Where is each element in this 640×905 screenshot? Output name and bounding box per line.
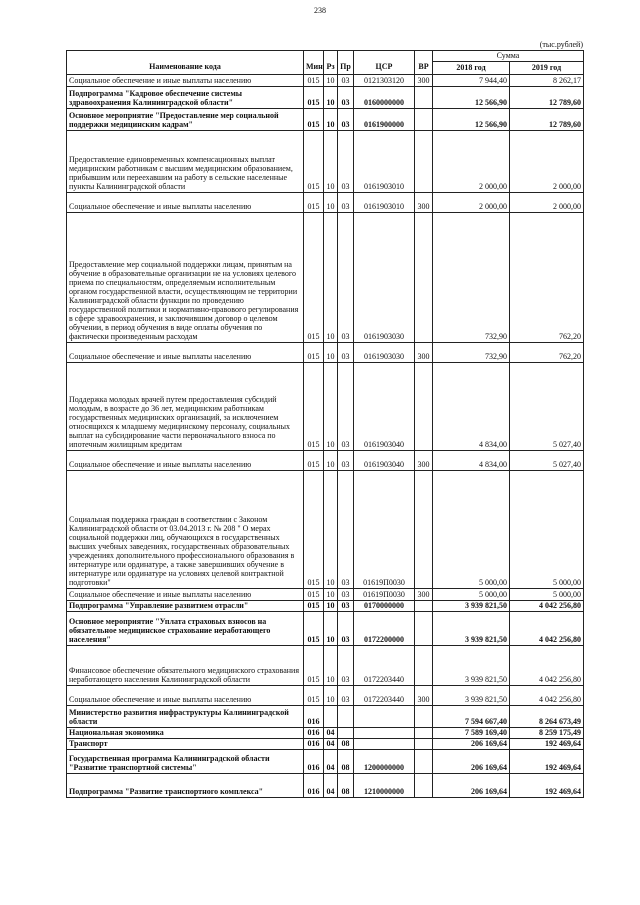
table-row	[67, 612, 584, 646]
table-row	[67, 343, 584, 363]
header-2018: 2018 год	[433, 62, 510, 75]
row-name: Социальное обеспечение и иные выплаты населению	[67, 343, 304, 363]
row-pr: 03	[338, 193, 354, 213]
row-csr: 0172203440	[354, 686, 415, 706]
row-value-2018: 4 834,00	[433, 363, 510, 451]
row-value-2019: 2 000,00	[510, 131, 584, 193]
row-min: 015	[304, 451, 324, 471]
row-csr: 0121303120	[354, 75, 415, 87]
row-value-2018: 3 939 821,50	[433, 612, 510, 646]
header-rz: Рз	[324, 62, 338, 75]
row-vr	[415, 739, 433, 750]
row-csr: 0161903030	[354, 343, 415, 363]
table-row	[67, 750, 584, 774]
row-value-2018: 12 566,90	[433, 87, 510, 109]
row-rz: 10	[324, 75, 338, 87]
row-value-2019: 4 042 256,80	[510, 646, 584, 686]
row-rz: 10	[324, 131, 338, 193]
row-rz: 10	[324, 686, 338, 706]
header-csr: ЦСР	[354, 62, 415, 75]
row-pr: 03	[338, 646, 354, 686]
row-pr: 03	[338, 343, 354, 363]
row-min: 015	[304, 193, 324, 213]
row-value-2018: 3 939 821,50	[433, 686, 510, 706]
row-rz: 10	[324, 109, 338, 131]
row-min: 016	[304, 706, 324, 728]
row-csr: 0161903010	[354, 131, 415, 193]
table-row	[67, 589, 584, 601]
row-pr: 03	[338, 213, 354, 343]
row-value-2018: 2 000,00	[433, 131, 510, 193]
table-row	[67, 728, 584, 739]
table-row	[67, 87, 584, 109]
table-row	[67, 601, 584, 612]
units-label: (тыс.рублей)	[539, 40, 583, 49]
row-min: 015	[304, 589, 324, 601]
row-name: Министерство развития инфраструктуры Калининградской области	[67, 706, 304, 728]
row-csr: 01619П0030	[354, 589, 415, 601]
row-min: 015	[304, 612, 324, 646]
row-csr: 0160000000	[354, 87, 415, 109]
row-pr: 08	[338, 774, 354, 798]
table-row	[67, 451, 584, 471]
row-value-2018: 206 169,64	[433, 750, 510, 774]
header-pr: Пр	[338, 62, 354, 75]
table-row	[67, 213, 584, 343]
row-pr: 03	[338, 451, 354, 471]
row-value-2018: 12 566,90	[433, 109, 510, 131]
row-min: 015	[304, 87, 324, 109]
row-value-2019: 5 000,00	[510, 589, 584, 601]
row-value-2018: 732,90	[433, 213, 510, 343]
row-name: Поддержка молодых врачей путем предоставления субсидий молодым, в возрасте до 36 лет, медицинским работникам государственных медицинских организаций, за исключением относящихся к младшему медицинскому персоналу, социальных выплат на субсидирование части первоначального взноса по ипотечным жилищным кредитам	[67, 363, 304, 451]
row-rz: 10	[324, 589, 338, 601]
row-rz: 10	[324, 646, 338, 686]
row-name: Предоставление единовременных компенсационных выплат медицинским работникам с высшим медицинским образованием, прибывшим или переехавшим на работу в сельские населенные пункты Калининградской области	[67, 131, 304, 193]
row-vr	[415, 774, 433, 798]
row-value-2019: 4 042 256,80	[510, 686, 584, 706]
row-vr	[415, 363, 433, 451]
table-row	[67, 131, 584, 193]
page-number: 238	[314, 6, 326, 15]
row-vr	[415, 612, 433, 646]
row-pr: 03	[338, 131, 354, 193]
row-min: 015	[304, 131, 324, 193]
row-csr: 0161900000	[354, 109, 415, 131]
row-vr	[415, 601, 433, 612]
row-value-2018: 5 000,00	[433, 589, 510, 601]
row-rz: 10	[324, 601, 338, 612]
row-value-2019: 4 042 256,80	[510, 601, 584, 612]
row-value-2018: 2 000,00	[433, 193, 510, 213]
row-name: Подпрограмма "Кадровое обеспечение системы здравоохранения Калининградской области"	[67, 87, 304, 109]
row-csr: 1200000000	[354, 750, 415, 774]
header-min: Мин	[304, 62, 324, 75]
row-name: Социальное обеспечение и иные выплаты населению	[67, 193, 304, 213]
table-row	[67, 706, 584, 728]
row-name: Основное мероприятие "Уплата страховых взносов на обязательное медицинское страхование неработающего населения"	[67, 612, 304, 646]
header-vr: ВР	[415, 62, 433, 75]
row-csr: 01619П0030	[354, 471, 415, 589]
row-rz: 10	[324, 213, 338, 343]
table-row	[67, 471, 584, 589]
row-vr: 300	[415, 686, 433, 706]
table-row	[67, 774, 584, 798]
row-pr: 03	[338, 686, 354, 706]
row-name: Государственная программа Калининградской области "Развитие транспортной системы"	[67, 750, 304, 774]
row-name: Финансовое обеспечение обязательного медицинского страхования неработающего населения Калининградской области	[67, 646, 304, 686]
row-min: 015	[304, 109, 324, 131]
header-empty	[67, 51, 304, 62]
header-name: Наименование кода	[67, 62, 304, 75]
row-pr: 03	[338, 612, 354, 646]
row-name: Социальное обеспечение и иные выплаты населению	[67, 686, 304, 706]
row-csr: 0161903040	[354, 451, 415, 471]
row-vr	[415, 471, 433, 589]
row-value-2018: 7 944,40	[433, 75, 510, 87]
row-vr	[415, 131, 433, 193]
row-value-2019: 8 259 175,49	[510, 728, 584, 739]
row-pr: 03	[338, 589, 354, 601]
row-csr	[354, 728, 415, 739]
row-value-2018: 206 169,64	[433, 774, 510, 798]
table-row	[67, 193, 584, 213]
header-sum: Сумма	[433, 51, 584, 62]
row-csr	[354, 706, 415, 728]
table-row	[67, 109, 584, 131]
row-pr	[338, 728, 354, 739]
row-min: 015	[304, 601, 324, 612]
table-row	[67, 363, 584, 451]
row-value-2019: 5 027,40	[510, 363, 584, 451]
row-rz: 04	[324, 739, 338, 750]
row-name: Социальная поддержка граждан в соответствии с Законом Калининградской области от 03.04.2013 г. № 208 " О мерах социальной поддержки лиц, обучающихся в государственных высших учебных заведениях, государственных образовательных учреждениях дополнительного профессионального образования в интернатуре или ординатуре, а также завершивших обучение в интернатуре или ординатуре на условиях целевой контрактной подготовки"	[67, 471, 304, 589]
row-name: Подпрограмма "Управление развитием отрасли"	[67, 601, 304, 612]
row-csr: 1210000000	[354, 774, 415, 798]
row-vr	[415, 213, 433, 343]
row-value-2019: 192 469,64	[510, 739, 584, 750]
row-csr: 0170000000	[354, 601, 415, 612]
row-vr	[415, 750, 433, 774]
row-csr: 0161903030	[354, 213, 415, 343]
row-pr: 03	[338, 601, 354, 612]
row-name: Основное мероприятие "Предоставление мер социальной поддержки медицинским кадрам"	[67, 109, 304, 131]
row-pr	[338, 706, 354, 728]
budget-table	[66, 50, 584, 798]
row-value-2018: 4 834,00	[433, 451, 510, 471]
row-value-2019: 12 789,60	[510, 87, 584, 109]
table-row	[67, 739, 584, 750]
row-name: Предоставление мер социальной поддержки лицам, принятым на обучение в образовательные организации не на условиях целевого приема по специальностям, определяемым исполнительным органом государственной власти, осуществляющим не территории Калининградской области функции по проведению государственной политики и нормативно-правового регулирования в сфере здравоохранения, и заключившим договор о целевом обучении, в период обучения в виде оплаты обучения по фактически произведенным расходам	[67, 213, 304, 343]
row-min: 015	[304, 471, 324, 589]
row-min: 016	[304, 750, 324, 774]
row-csr: 0161903040	[354, 363, 415, 451]
row-csr	[354, 739, 415, 750]
row-value-2019: 4 042 256,80	[510, 612, 584, 646]
row-rz: 04	[324, 728, 338, 739]
row-value-2019: 762,20	[510, 213, 584, 343]
row-value-2018: 7 589 169,40	[433, 728, 510, 739]
row-value-2019: 8 264 673,49	[510, 706, 584, 728]
row-rz: 10	[324, 343, 338, 363]
row-csr: 0172200000	[354, 612, 415, 646]
row-value-2018: 3 939 821,50	[433, 601, 510, 612]
row-name: Социальное обеспечение и иные выплаты населению	[67, 589, 304, 601]
row-vr: 300	[415, 589, 433, 601]
row-rz: 10	[324, 87, 338, 109]
row-value-2018: 732,90	[433, 343, 510, 363]
row-pr: 03	[338, 75, 354, 87]
row-vr: 300	[415, 75, 433, 87]
row-vr: 300	[415, 193, 433, 213]
row-vr	[415, 646, 433, 686]
row-vr	[415, 87, 433, 109]
table-row	[67, 646, 584, 686]
row-pr: 03	[338, 471, 354, 589]
row-value-2019: 5 027,40	[510, 451, 584, 471]
row-value-2018: 206 169,64	[433, 739, 510, 750]
row-rz: 10	[324, 612, 338, 646]
row-rz: 04	[324, 750, 338, 774]
row-name: Социальное обеспечение и иные выплаты населению	[67, 75, 304, 87]
row-vr	[415, 109, 433, 131]
header-2019: 2019 год	[510, 62, 584, 75]
row-vr	[415, 728, 433, 739]
row-value-2019: 762,20	[510, 343, 584, 363]
row-min: 015	[304, 686, 324, 706]
row-pr: 03	[338, 109, 354, 131]
row-value-2019: 2 000,00	[510, 193, 584, 213]
row-value-2018: 3 939 821,50	[433, 646, 510, 686]
row-name: Подпрограмма "Развитие транспортного комплекса"	[67, 774, 304, 798]
row-csr: 0172203440	[354, 646, 415, 686]
row-min: 016	[304, 774, 324, 798]
row-pr: 08	[338, 739, 354, 750]
row-min: 015	[304, 646, 324, 686]
row-rz: 10	[324, 193, 338, 213]
table-body	[67, 75, 584, 798]
row-value-2019: 192 469,64	[510, 774, 584, 798]
table-row	[67, 75, 584, 87]
row-name: Транспорт	[67, 739, 304, 750]
row-pr: 03	[338, 87, 354, 109]
row-value-2018: 7 594 667,40	[433, 706, 510, 728]
row-min: 016	[304, 739, 324, 750]
row-name: Социальное обеспечение и иные выплаты населению	[67, 451, 304, 471]
row-min: 015	[304, 213, 324, 343]
row-pr: 03	[338, 363, 354, 451]
row-min: 015	[304, 75, 324, 87]
row-min: 016	[304, 728, 324, 739]
row-value-2019: 5 000,00	[510, 471, 584, 589]
row-csr: 0161903010	[354, 193, 415, 213]
row-pr: 08	[338, 750, 354, 774]
row-rz: 10	[324, 451, 338, 471]
row-value-2019: 8 262,17	[510, 75, 584, 87]
table-row	[67, 686, 584, 706]
row-rz	[324, 706, 338, 728]
row-vr	[415, 706, 433, 728]
row-min: 015	[304, 363, 324, 451]
row-vr: 300	[415, 343, 433, 363]
row-vr: 300	[415, 451, 433, 471]
row-rz: 10	[324, 363, 338, 451]
row-min: 015	[304, 343, 324, 363]
row-rz: 10	[324, 471, 338, 589]
row-rz: 04	[324, 774, 338, 798]
row-value-2018: 5 000,00	[433, 471, 510, 589]
row-name: Национальная экономика	[67, 728, 304, 739]
row-value-2019: 192 469,64	[510, 750, 584, 774]
row-value-2019: 12 789,60	[510, 109, 584, 131]
